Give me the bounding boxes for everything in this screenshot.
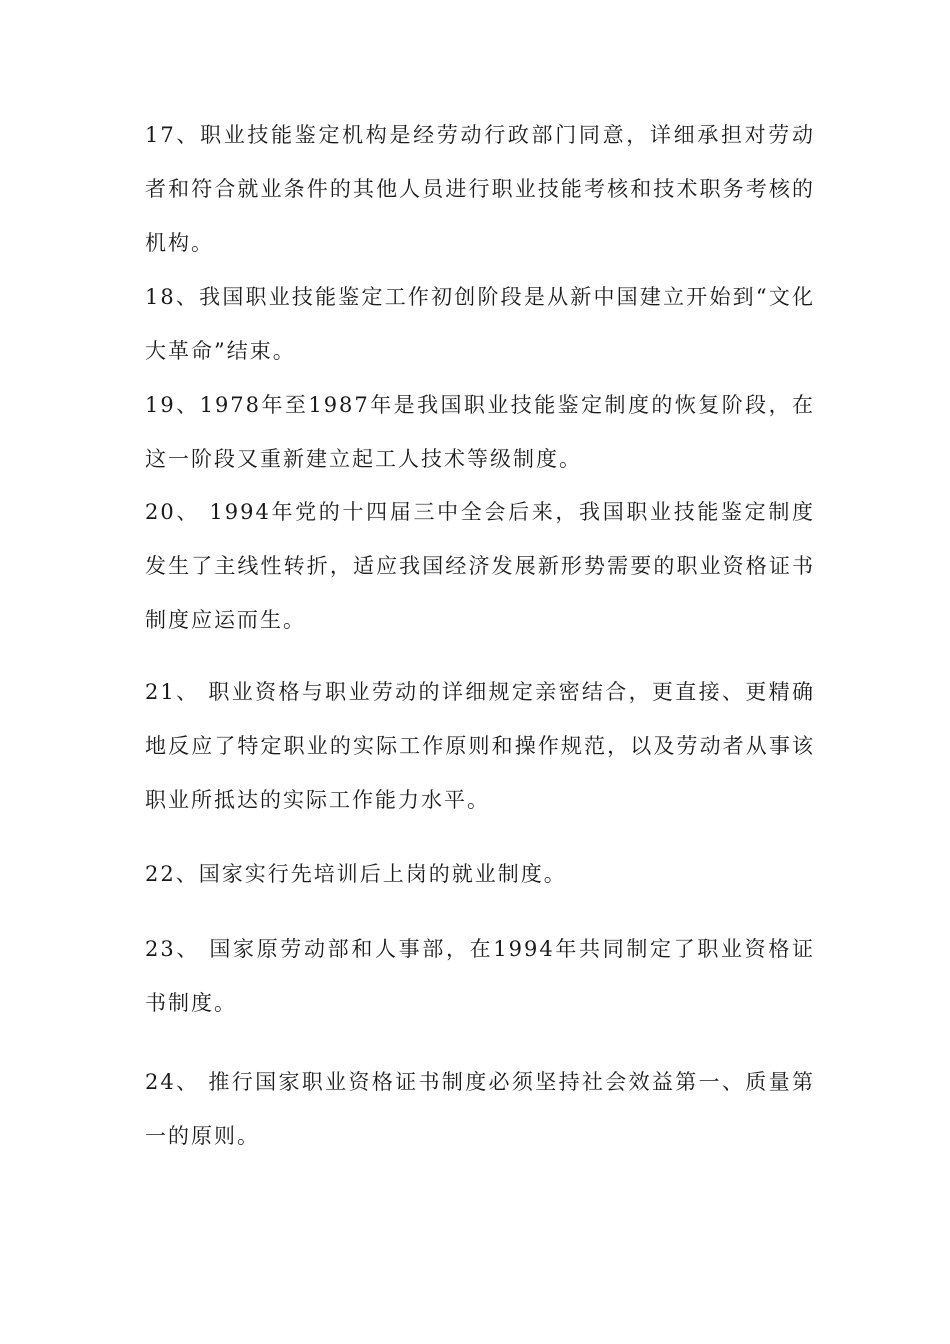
paragraph-21: 21、 职业资格与职业劳动的详细规定亲密结合，更直接、更精确地反应了特定职业的实际工作原则和操作规范，以及劳动者从事该职业所抵达的实际工作能力水平。 (145, 680, 815, 812)
paragraph-22: 22、国家实行先培训后上岗的就业制度。 (145, 862, 567, 886)
paragraph-19: 19、1978年至1987年是我国职业技能鉴定制度的恢复阶段，在这一阶段又重新建立起工人技术等级制度。 (145, 393, 815, 471)
paragraph-17: 17、职业技能鉴定机构是经劳动行政部门同意，详细承担对劳动者和符合就业条件的其他人员进行职业技能考核和技术职务考核的机构。 (145, 123, 815, 255)
paragraph-24: 24、 推行国家职业资格证书制度必须坚持社会效益第一、质量第一的原则。 (145, 1070, 815, 1148)
paragraph-20: 20、 1994年党的十四届三中全会后来，我国职业技能鉴定制度发生了主线性转折，适应我国经济发展新形势需要的职业资格证书制度应运而生。 (145, 500, 815, 632)
paragraph-18: 18、我国职业技能鉴定工作初创阶段是从新中国建立开始到“文化大革命”结束。 (145, 285, 815, 363)
paragraph-23: 23、 国家原劳动部和人事部，在1994年共同制定了职业资格证书制度。 (145, 937, 815, 1015)
